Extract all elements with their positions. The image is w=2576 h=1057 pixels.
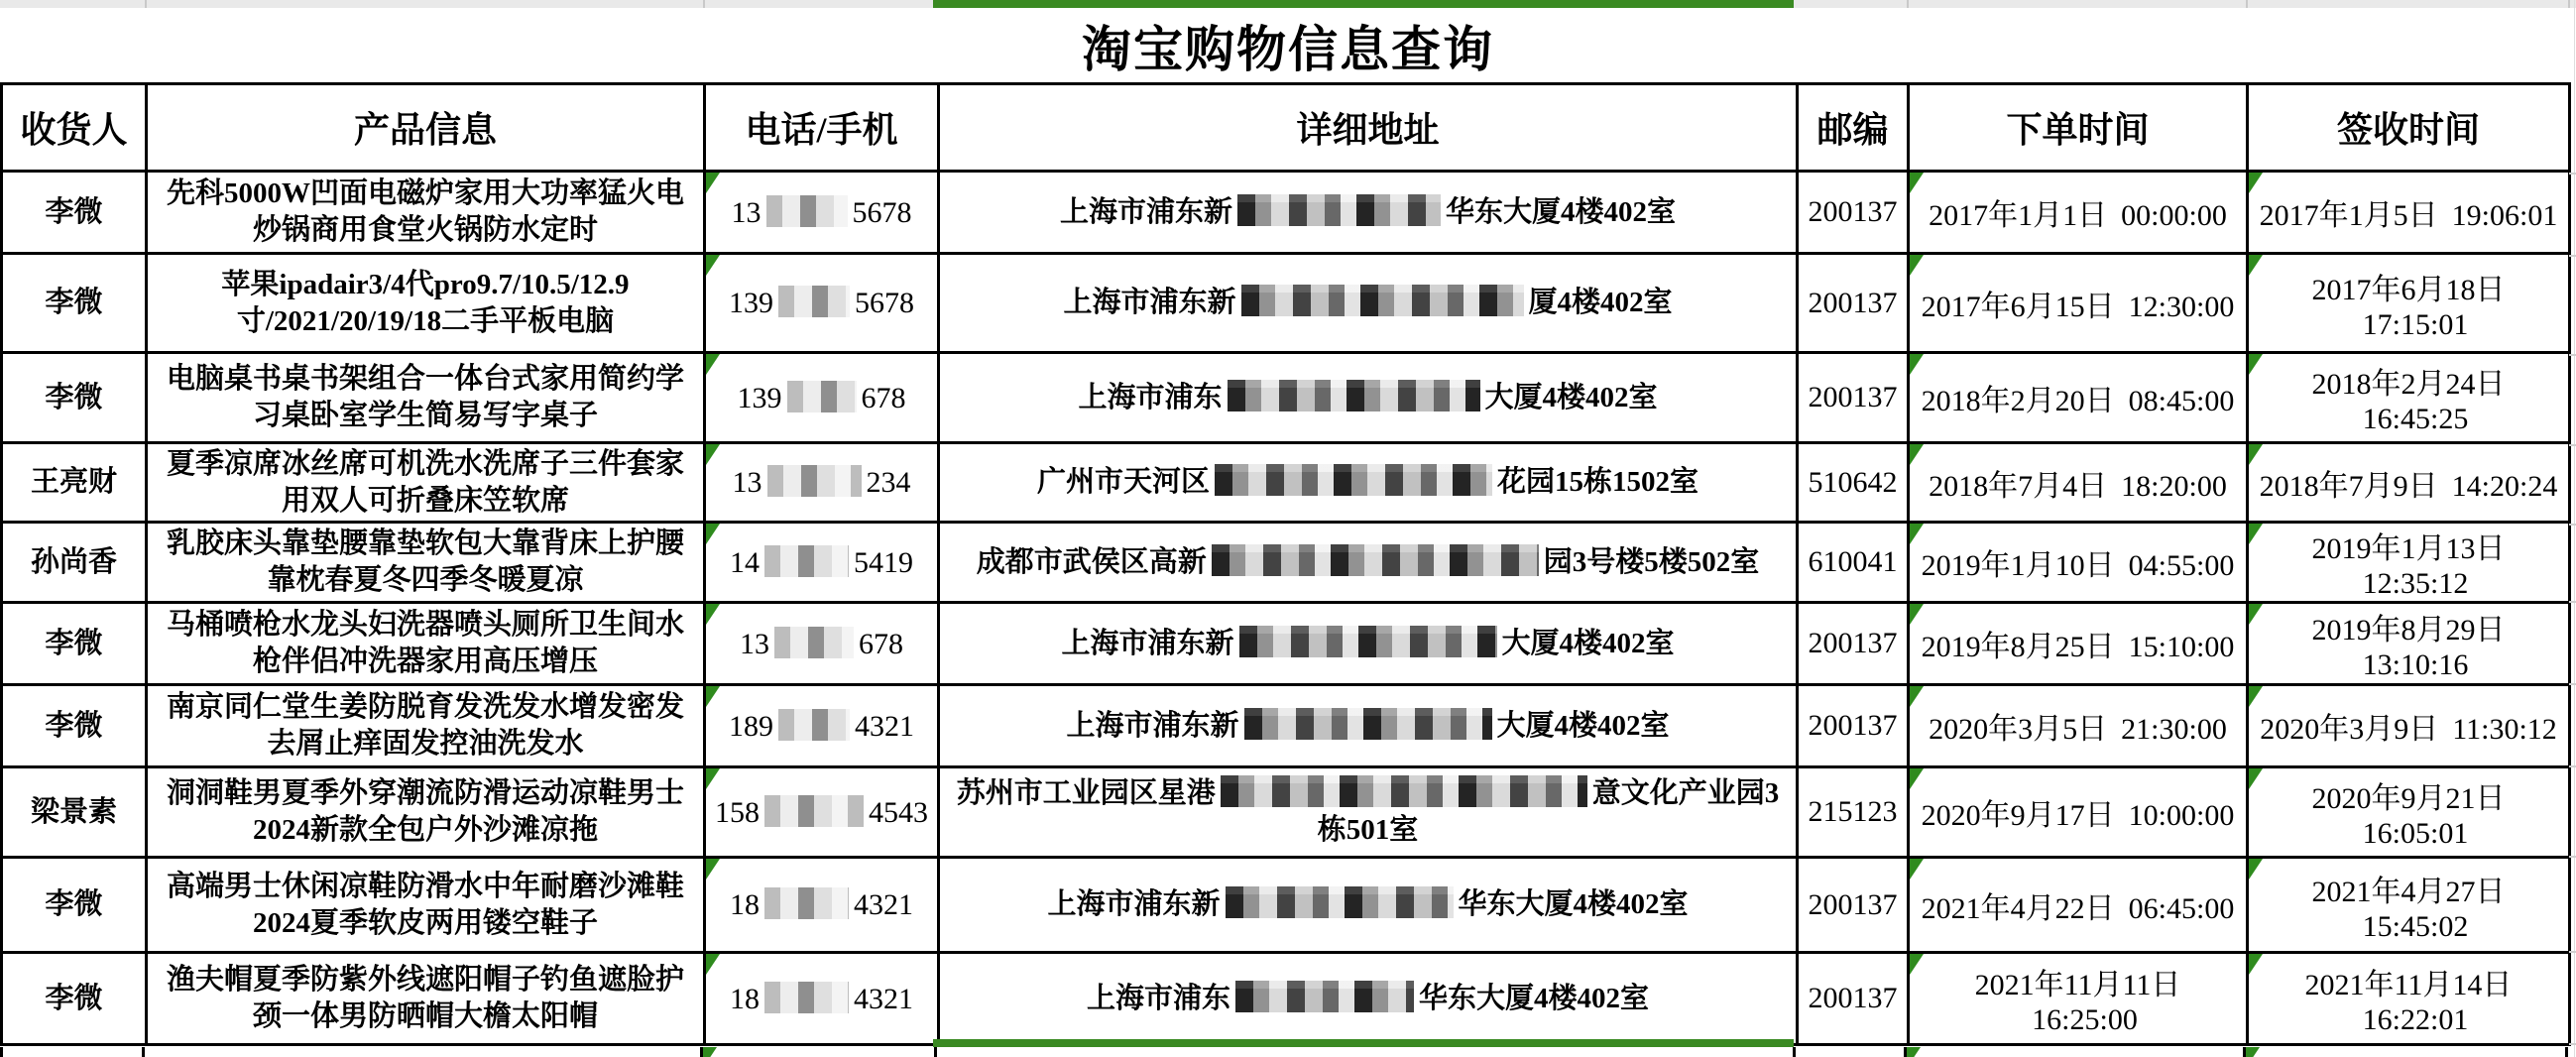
partial-row-cell[interactable] bbox=[1796, 1047, 1907, 1057]
order-time-cell[interactable] bbox=[1909, 767, 2248, 858]
error-indicator-icon bbox=[706, 768, 720, 789]
gutter-right-gridline bbox=[2574, 0, 2575, 1057]
order-date: 2019年1月10日 bbox=[1921, 549, 2115, 582]
sign-date: 2017年1月5日 bbox=[2259, 199, 2438, 232]
order-time-cell[interactable] bbox=[1909, 523, 2248, 603]
redaction-mosaic bbox=[767, 465, 862, 497]
order-clock: 18:20:00 bbox=[2121, 469, 2227, 503]
column-selection-top-border bbox=[933, 0, 1794, 8]
phone-cell[interactable]: 18 4321 bbox=[705, 953, 939, 1045]
sign-date: 2020年3月9日 bbox=[2260, 713, 2439, 746]
phone-cell[interactable]: 18 4321 bbox=[705, 858, 939, 953]
sign-time-cell[interactable] bbox=[2248, 953, 2570, 1045]
gutter-gridline bbox=[2569, 951, 2576, 953]
gutter-gridline bbox=[2569, 765, 2576, 767]
recipient-cell[interactable]: 李微 bbox=[2, 685, 147, 767]
error-indicator-icon bbox=[706, 255, 720, 276]
table-row bbox=[2, 443, 2570, 523]
address-cell[interactable]: 上海市浦东新 大厦4楼402室 bbox=[939, 685, 1798, 767]
phone-cell[interactable]: 14 5419 bbox=[705, 523, 939, 603]
error-indicator-icon bbox=[2249, 524, 2263, 544]
redaction-mosaic bbox=[1239, 626, 1497, 657]
error-indicator-icon bbox=[1910, 954, 1924, 975]
postcode-cell[interactable]: 215123 bbox=[1798, 767, 1909, 858]
error-indicator-icon bbox=[2249, 604, 2263, 625]
order-time-cell[interactable] bbox=[1909, 443, 2248, 523]
error-indicator-icon bbox=[2246, 1047, 2260, 1057]
sign-date: 2021年4月27日 bbox=[2311, 875, 2506, 908]
error-indicator-icon bbox=[2249, 354, 2263, 375]
order-clock: 06:45:00 bbox=[2128, 891, 2235, 925]
table-row bbox=[2, 953, 2570, 1045]
redaction-mosaic bbox=[1226, 886, 1454, 918]
order-clock: 21:30:00 bbox=[2121, 713, 2227, 746]
order-date: 2020年9月17日 bbox=[1921, 799, 2115, 832]
product-cell[interactable]: 南京同仁堂生姜防脱育发洗发水增发密发去屑止痒固发控油洗发水 bbox=[147, 685, 705, 767]
postcode-cell[interactable]: 610041 bbox=[1798, 523, 1909, 603]
recipient-cell[interactable]: 李微 bbox=[2, 953, 147, 1045]
order-clock: 16:25:00 bbox=[2032, 1003, 2138, 1036]
order-date: 2017年6月15日 bbox=[1921, 290, 2115, 323]
redaction-mosaic bbox=[1212, 544, 1539, 576]
error-indicator-icon bbox=[2249, 255, 2263, 276]
error-indicator-icon bbox=[706, 173, 720, 193]
gutter-gridline bbox=[2569, 255, 2576, 257]
sign-time-cell[interactable] bbox=[2248, 172, 2570, 254]
gutter-gridline bbox=[2569, 173, 2576, 175]
header-address[interactable]: 详细地址 bbox=[939, 84, 1798, 172]
order-time-cell[interactable] bbox=[1909, 858, 2248, 953]
table-row bbox=[2, 767, 2570, 858]
order-clock: 12:30:00 bbox=[2128, 290, 2235, 323]
header-product[interactable]: 产品信息 bbox=[147, 84, 705, 172]
redaction-mosaic bbox=[764, 795, 864, 827]
sign-date: 2019年8月29日 bbox=[2311, 614, 2506, 646]
error-indicator-icon bbox=[1910, 604, 1924, 625]
gutter-gridline bbox=[2569, 524, 2576, 526]
recipient-cell[interactable]: 李微 bbox=[2, 172, 147, 254]
sign-time-cell[interactable] bbox=[2248, 858, 2570, 953]
strip-gridline-tick bbox=[1907, 0, 1909, 8]
header-phone[interactable]: 电话/手机 bbox=[705, 84, 939, 172]
address-cell[interactable]: 上海市浦东新 华东大厦4楼402室 bbox=[939, 172, 1798, 254]
error-indicator-icon bbox=[706, 686, 720, 707]
sign-clock: 19:06:01 bbox=[2451, 199, 2558, 232]
sign-clock: 16:45:25 bbox=[2362, 403, 2469, 435]
redaction-mosaic bbox=[778, 286, 850, 317]
gutter-gridline bbox=[2569, 601, 2576, 603]
column-selection-bottom-border bbox=[933, 1039, 1794, 1047]
recipient-cell[interactable]: 王亮财 bbox=[2, 443, 147, 523]
product-cell[interactable]: 乳胶床头靠垫腰靠垫软包大靠背床上护腰靠枕春夏冬四季冬暖夏凉 bbox=[147, 523, 705, 603]
order-date: 2021年11月11日 bbox=[1974, 969, 2181, 1001]
table-row bbox=[2, 603, 2570, 685]
order-time-cell[interactable] bbox=[1909, 953, 2248, 1045]
redaction-mosaic bbox=[1221, 775, 1587, 807]
gutter-gridline bbox=[2569, 856, 2576, 858]
phone-cell[interactable]: 158 4543 bbox=[705, 767, 939, 858]
postcode-cell[interactable]: 200137 bbox=[1798, 172, 1909, 254]
product-cell[interactable]: 先科5000W凹面电磁炉家用大功率猛火电炒锅商用食堂火锅防水定时 bbox=[147, 172, 705, 254]
sign-date: 2021年11月14日 bbox=[2304, 969, 2513, 1001]
sign-time-cell[interactable] bbox=[2248, 443, 2570, 523]
sign-time-cell[interactable] bbox=[2248, 767, 2570, 858]
sign-date: 2018年2月24日 bbox=[2311, 368, 2506, 401]
redaction-mosaic bbox=[774, 627, 854, 658]
sign-time-cell[interactable] bbox=[2248, 353, 2570, 443]
redaction-mosaic bbox=[764, 982, 849, 1013]
partial-row-cell[interactable] bbox=[145, 1047, 703, 1057]
phone-cell[interactable]: 13 234 bbox=[705, 443, 939, 523]
header-order-time[interactable]: 下单时间 bbox=[1909, 84, 2248, 172]
postcode-cell[interactable]: 200137 bbox=[1798, 254, 1909, 353]
redaction-mosaic bbox=[764, 545, 849, 577]
sign-clock: 17:15:01 bbox=[2362, 307, 2469, 341]
order-date: 2018年7月4日 bbox=[1929, 469, 2108, 503]
sign-clock: 16:05:01 bbox=[2362, 817, 2469, 850]
sign-clock: 13:10:16 bbox=[2362, 648, 2469, 681]
strip-gridline-tick bbox=[703, 0, 705, 8]
recipient-cell[interactable]: 李微 bbox=[2, 353, 147, 443]
table-row bbox=[2, 858, 2570, 953]
sign-clock: 16:22:01 bbox=[2362, 1003, 2469, 1036]
product-cell[interactable]: 夏季凉席冰丝席可机洗水洗席子三件套家用双人可折叠床笠软席 bbox=[147, 443, 705, 523]
error-indicator-icon bbox=[2249, 444, 2263, 465]
header-postcode[interactable]: 邮编 bbox=[1798, 84, 1909, 172]
sign-clock: 15:45:02 bbox=[2362, 909, 2469, 943]
partial-row-cell[interactable] bbox=[703, 1047, 937, 1057]
sign-time-cell[interactable] bbox=[2248, 254, 2570, 353]
table-row bbox=[2, 685, 2570, 767]
redaction-mosaic bbox=[1228, 380, 1480, 411]
error-indicator-icon bbox=[706, 524, 720, 544]
order-clock: 00:00:00 bbox=[2121, 199, 2227, 232]
phone-cell[interactable]: 189 4321 bbox=[705, 685, 939, 767]
order-time-cell[interactable] bbox=[1909, 254, 2248, 353]
header-sign-time[interactable]: 签收时间 bbox=[2248, 84, 2570, 172]
address-cell[interactable]: 上海市浦东新 厦4楼402室 bbox=[939, 254, 1798, 353]
order-date: 2017年1月1日 bbox=[1929, 199, 2108, 232]
postcode-cell[interactable]: 510642 bbox=[1798, 443, 1909, 523]
error-indicator-icon bbox=[1910, 255, 1924, 276]
partial-row-cell[interactable] bbox=[2246, 1047, 2568, 1057]
error-indicator-icon bbox=[1910, 524, 1924, 544]
phone-cell[interactable]: 13 678 bbox=[705, 603, 939, 685]
recipient-cell[interactable]: 李微 bbox=[2, 254, 147, 353]
gutter-gridline bbox=[2569, 444, 2576, 446]
error-indicator-icon bbox=[2249, 859, 2263, 880]
product-cell[interactable]: 洞洞鞋男夏季外穿潮流防滑运动凉鞋男士2024新款全包户外沙滩凉拖 bbox=[147, 767, 705, 858]
error-indicator-icon bbox=[1910, 768, 1924, 789]
order-clock: 04:55:00 bbox=[2128, 549, 2235, 582]
error-indicator-icon bbox=[706, 444, 720, 465]
redaction-mosaic bbox=[787, 381, 857, 412]
address-cell[interactable]: 成都市武侯区高新 园3号楼5楼502室 bbox=[939, 523, 1798, 603]
phone-cell[interactable]: 139 5678 bbox=[705, 254, 939, 353]
error-indicator-icon bbox=[1907, 1047, 1921, 1057]
postcode-cell[interactable]: 200137 bbox=[1798, 603, 1909, 685]
order-date: 2018年2月20日 bbox=[1921, 385, 2115, 417]
address-cell[interactable]: 上海市浦东新 华东大厦4楼402室 bbox=[939, 858, 1798, 953]
redaction-mosaic bbox=[1241, 285, 1524, 316]
sign-date: 2018年7月9日 bbox=[2259, 469, 2438, 503]
error-indicator-icon bbox=[706, 859, 720, 880]
gutter-gridline bbox=[2569, 1043, 2576, 1045]
gutter-gridline bbox=[2569, 354, 2576, 356]
redaction-mosaic bbox=[764, 887, 849, 919]
error-indicator-icon bbox=[706, 604, 720, 625]
strip-gridline-tick bbox=[2246, 0, 2248, 8]
postcode-cell[interactable]: 200137 bbox=[1798, 353, 1909, 443]
order-date: 2021年4月22日 bbox=[1921, 891, 2115, 925]
redaction-mosaic bbox=[1237, 194, 1441, 226]
table-row bbox=[2, 172, 2570, 254]
order-date: 2019年8月25日 bbox=[1921, 631, 2115, 663]
address-cell[interactable]: 上海市浦东 华东大厦4楼402室 bbox=[939, 953, 1798, 1045]
redaction-mosaic bbox=[1244, 708, 1492, 740]
recipient-cell[interactable]: 孙尚香 bbox=[2, 523, 147, 603]
order-clock: 15:10:00 bbox=[2128, 631, 2235, 663]
redaction-mosaic bbox=[1215, 464, 1492, 496]
order-time-cell[interactable] bbox=[1909, 353, 2248, 443]
error-indicator-icon bbox=[1910, 354, 1924, 375]
spreadsheet-top-strip bbox=[0, 0, 2576, 8]
sign-time-cell[interactable] bbox=[2248, 603, 2570, 685]
redaction-mosaic bbox=[778, 709, 850, 741]
error-indicator-icon bbox=[706, 954, 720, 975]
error-indicator-icon bbox=[1910, 444, 1924, 465]
address-cell[interactable]: 上海市浦东 大厦4楼402室 bbox=[939, 353, 1798, 443]
redaction-mosaic bbox=[1235, 981, 1414, 1012]
redaction-mosaic bbox=[766, 195, 848, 227]
error-indicator-icon bbox=[1910, 686, 1924, 707]
product-cell[interactable]: 高端男士休闲凉鞋防滑水中年耐磨沙滩鞋2024夏季软皮两用镂空鞋子 bbox=[147, 858, 705, 953]
address-cell[interactable]: 广州市天河区 花园15栋1502室 bbox=[939, 443, 1798, 523]
postcode-cell[interactable]: 200137 bbox=[1798, 953, 1909, 1045]
address-cell[interactable]: 苏州市工业园区星港 意文化产业园3栋501室 bbox=[939, 767, 1798, 858]
partial-row-cell[interactable] bbox=[0, 1047, 145, 1057]
sign-clock: 14:20:24 bbox=[2451, 469, 2558, 503]
table-row bbox=[2, 254, 2570, 353]
phone-cell[interactable]: 139 678 bbox=[705, 353, 939, 443]
error-indicator-icon bbox=[2249, 954, 2263, 975]
order-date: 2020年3月5日 bbox=[1929, 713, 2108, 746]
sign-clock: 11:30:12 bbox=[2452, 713, 2557, 746]
postcode-cell[interactable]: 200137 bbox=[1798, 858, 1909, 953]
order-time-cell[interactable] bbox=[1909, 172, 2248, 254]
sign-time-cell[interactable] bbox=[2248, 685, 2570, 767]
gutter-gridline bbox=[2569, 683, 2576, 685]
phone-cell[interactable]: 13 5678 bbox=[705, 172, 939, 254]
table-row bbox=[2, 523, 2570, 603]
sign-date: 2019年1月13日 bbox=[2311, 532, 2506, 565]
table-row bbox=[2, 353, 2570, 443]
product-cell[interactable]: 渔夫帽夏季防紫外线遮阳帽子钓鱼遮脸护颈一体男防晒帽大檐太阳帽 bbox=[147, 953, 705, 1045]
order-time-cell[interactable] bbox=[1909, 685, 2248, 767]
sign-date: 2020年9月21日 bbox=[2311, 782, 2506, 815]
postcode-cell[interactable]: 200137 bbox=[1798, 685, 1909, 767]
recipient-cell[interactable]: 梁景素 bbox=[2, 767, 147, 858]
address-cell[interactable]: 上海市浦东新 大厦4楼402室 bbox=[939, 603, 1798, 685]
error-indicator-icon bbox=[1910, 173, 1924, 193]
page-title: 淘宝购物信息查询 bbox=[1082, 22, 1494, 77]
order-clock: 08:45:00 bbox=[2128, 385, 2235, 417]
recipient-cell[interactable]: 李微 bbox=[2, 858, 147, 953]
error-indicator-icon bbox=[2249, 686, 2263, 707]
product-cell[interactable]: 马桶喷枪水龙头妇洗器喷头厕所卫生间水枪伴侣冲洗器家用高压增压 bbox=[147, 603, 705, 685]
strip-gridline-tick bbox=[145, 0, 147, 8]
sign-time-cell[interactable] bbox=[2248, 523, 2570, 603]
orders-table bbox=[0, 82, 2571, 1046]
header-row bbox=[2, 84, 2570, 172]
sign-clock: 12:35:12 bbox=[2362, 567, 2469, 600]
product-cell[interactable]: 电脑桌书桌书架组合一体台式家用简约学习桌卧室学生简易写字桌子 bbox=[147, 353, 705, 443]
error-indicator-icon bbox=[2249, 768, 2263, 789]
recipient-cell[interactable]: 李微 bbox=[2, 603, 147, 685]
error-indicator-icon bbox=[2249, 173, 2263, 193]
order-clock: 10:00:00 bbox=[2128, 799, 2235, 832]
sign-date: 2017年6月18日 bbox=[2311, 273, 2506, 306]
error-indicator-icon bbox=[1910, 859, 1924, 880]
partial-row-cell[interactable] bbox=[937, 1047, 1796, 1057]
error-indicator-icon bbox=[706, 354, 720, 375]
partial-row-cell[interactable] bbox=[1907, 1047, 2246, 1057]
strip-gridline-tick bbox=[2568, 0, 2570, 8]
partial-next-row bbox=[0, 1047, 2568, 1057]
product-cell[interactable]: 苹果ipadair3/4代pro9.7/10.5/12.9寸/2021/20/19/18二手平板电脑 bbox=[147, 254, 705, 353]
header-recipient[interactable]: 收货人 bbox=[2, 84, 147, 172]
error-indicator-icon bbox=[703, 1047, 717, 1057]
order-time-cell[interactable] bbox=[1909, 603, 2248, 685]
